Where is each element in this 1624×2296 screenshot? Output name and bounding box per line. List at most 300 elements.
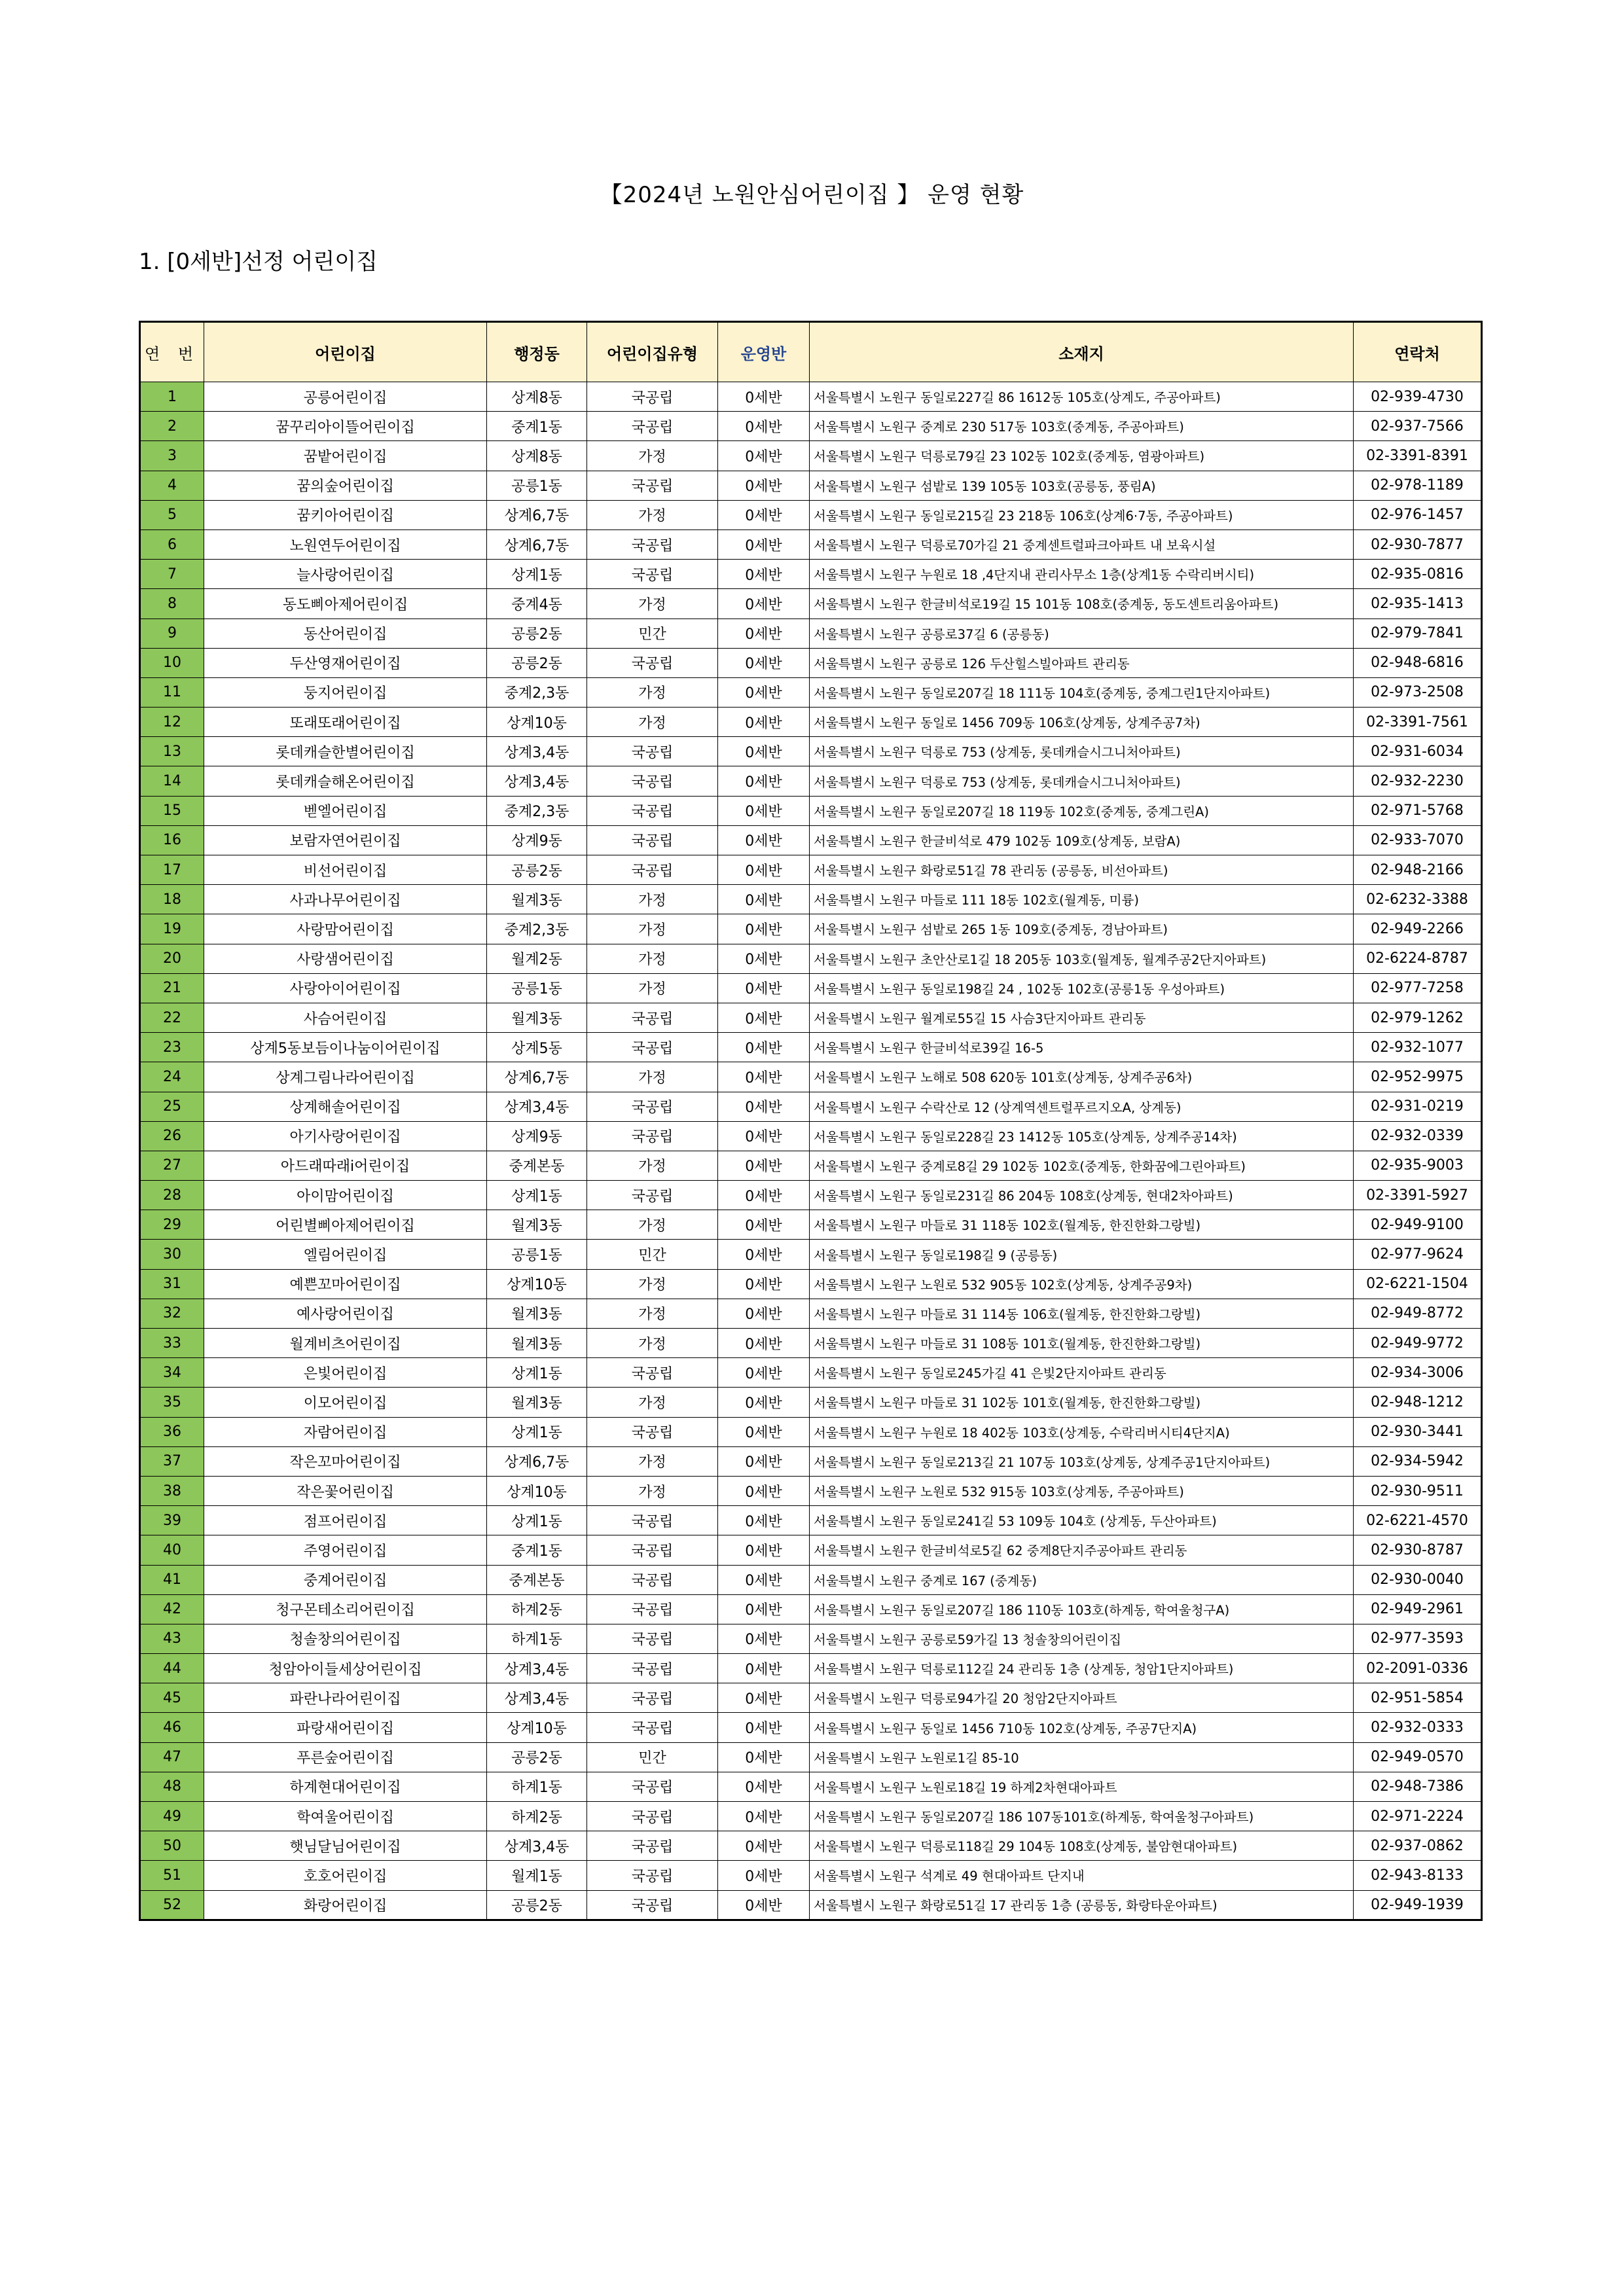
district: 상계3,4동 [487,737,587,766]
table-header-row [140,322,1482,382]
class-type: 0세반 [718,1062,810,1092]
district: 중계본동 [487,1565,587,1594]
daycare-type: 국공립 [587,1654,718,1683]
address: 서울특별시 노원구 누원로 18 ,4단지내 관리사무소 1층(상계1동 수락리버시티) [810,560,1354,589]
daycare-name: 꿈키아어린이집 [204,500,487,529]
class-type: 0세반 [718,619,810,648]
daycare-name: 사과나무어린이집 [204,885,487,914]
daycare-name: 푸른숲어린이집 [204,1742,487,1772]
district: 중계2,3동 [487,677,587,707]
daycare-name: 아드래따래i어린이집 [204,1151,487,1180]
district: 월계3동 [487,1388,587,1417]
address: 서울특별시 노원구 노원로18길 19 하계2차현대아파트 [810,1772,1354,1801]
header-address: 소재지 [810,322,1354,382]
row-number: 36 [140,1417,204,1446]
district: 상계10동 [487,1269,587,1299]
class-type: 0세반 [718,1535,810,1565]
phone-number: 02-930-8787 [1354,1535,1482,1565]
row-number: 32 [140,1299,204,1328]
district: 하계1동 [487,1624,587,1653]
table-row [140,1181,1482,1210]
address: 서울특별시 노원구 월계로55길 15 사슴3단지아파트 관리동 [810,1003,1354,1032]
row-number: 45 [140,1683,204,1713]
daycare-name: 작은꼬마어린이집 [204,1446,487,1476]
row-number: 3 [140,441,204,471]
row-number: 46 [140,1713,204,1742]
phone-number: 02-935-0816 [1354,560,1482,589]
phone-number: 02-932-2230 [1354,766,1482,796]
table-row [140,1151,1482,1180]
table-row [140,1594,1482,1624]
phone-number: 02-930-9511 [1354,1476,1482,1505]
row-number: 26 [140,1121,204,1151]
daycare-type: 가정 [587,1269,718,1299]
daycare-type: 국공립 [587,1565,718,1594]
daycare-type: 국공립 [587,766,718,796]
class-type: 0세반 [718,885,810,914]
table-row [140,1269,1482,1299]
daycare-name: 어린별삐아제어린이집 [204,1210,487,1240]
district: 월계3동 [487,1329,587,1358]
daycare-type: 가정 [587,1446,718,1476]
address: 서울특별시 노원구 마들로 31 118동 102호(월계동, 한진한화그랑빌) [810,1210,1354,1240]
daycare-name: 늘사랑어린이집 [204,560,487,589]
table-row [140,708,1482,737]
table-row [140,1446,1482,1476]
phone-number: 02-937-7566 [1354,412,1482,441]
phone-number: 02-932-0339 [1354,1121,1482,1151]
district: 상계6,7동 [487,529,587,559]
header-phone: 연락처 [1354,322,1482,382]
row-number: 37 [140,1446,204,1476]
district: 공릉2동 [487,1890,587,1920]
row-number: 4 [140,471,204,500]
district: 상계1동 [487,560,587,589]
phone-number: 02-971-5768 [1354,796,1482,825]
phone-number: 02-949-2961 [1354,1594,1482,1624]
daycare-type: 가정 [587,1210,718,1240]
daycare-name: 아이맘어린이집 [204,1181,487,1210]
phone-number: 02-931-0219 [1354,1092,1482,1121]
class-type: 0세반 [718,1329,810,1358]
row-number: 6 [140,529,204,559]
phone-number: 02-951-5854 [1354,1683,1482,1713]
district: 하계1동 [487,1772,587,1801]
daycare-type: 가정 [587,677,718,707]
class-type: 0세반 [718,1417,810,1446]
district: 상계6,7동 [487,1446,587,1476]
daycare-type: 가정 [587,708,718,737]
district: 상계3,4동 [487,1654,587,1683]
address: 서울특별시 노원구 동일로231길 86 204동 108호(상계동, 현대2차아파트) [810,1181,1354,1210]
address: 서울특별시 노원구 동일로198길 9 (공릉동) [810,1240,1354,1269]
district: 상계3,4동 [487,1831,587,1861]
class-type: 0세반 [718,1594,810,1624]
district: 월계2동 [487,944,587,973]
row-number: 38 [140,1476,204,1505]
district: 월계1동 [487,1861,587,1890]
daycare-name: 아기사랑어린이집 [204,1121,487,1151]
class-type: 0세반 [718,1210,810,1240]
daycare-name: 노원연두어린이집 [204,529,487,559]
daycare-type: 국공립 [587,1358,718,1388]
phone-number: 02-977-3593 [1354,1624,1482,1653]
daycare-type: 민간 [587,1742,718,1772]
table-row [140,1535,1482,1565]
phone-number: 02-937-0862 [1354,1831,1482,1861]
class-type: 0세반 [718,1654,810,1683]
phone-number: 02-2091-0336 [1354,1654,1482,1683]
row-number: 2 [140,412,204,441]
class-type: 0세반 [718,1003,810,1032]
district: 월계3동 [487,885,587,914]
daycare-type: 국공립 [587,1092,718,1121]
address: 서울특별시 노원구 초안산로1길 18 205동 103호(월계동, 월계주공2단지아파트) [810,944,1354,973]
class-type: 0세반 [718,1713,810,1742]
address: 서울특별시 노원구 마들로 31 102동 101호(월계동, 한진한화그랑빌) [810,1388,1354,1417]
address: 서울특별시 노원구 중계로8길 29 102동 102호(중계동, 한화꿈에그린아파트) [810,1151,1354,1180]
daycare-type: 국공립 [587,1683,718,1713]
class-type: 0세반 [718,1476,810,1505]
table-row [140,1299,1482,1328]
daycare-type: 국공립 [587,560,718,589]
class-type: 0세반 [718,1121,810,1151]
daycare-name: 예쁜꼬마어린이집 [204,1269,487,1299]
class-type: 0세반 [718,677,810,707]
class-type: 0세반 [718,1802,810,1831]
daycare-name: 공릉어린이집 [204,382,487,412]
table-row [140,885,1482,914]
phone-number: 02-978-1189 [1354,471,1482,500]
daycare-name: 하계현대어린이집 [204,1772,487,1801]
daycare-type: 민간 [587,619,718,648]
daycare-name: 두산영재어린이집 [204,648,487,677]
row-number: 29 [140,1210,204,1240]
district: 상계1동 [487,1417,587,1446]
row-number: 42 [140,1594,204,1624]
address: 서울특별시 노원구 동일로 1456 709동 106호(상계동, 상계주공7차) [810,708,1354,737]
table-row [140,382,1482,412]
class-type: 0세반 [718,1092,810,1121]
table-row [140,1683,1482,1713]
phone-number: 02-948-7386 [1354,1772,1482,1801]
daycare-name: 학여울어린이집 [204,1802,487,1831]
phone-number: 02-948-6816 [1354,648,1482,677]
daycare-type: 가정 [587,885,718,914]
row-number: 11 [140,677,204,707]
table-row [140,529,1482,559]
phone-number: 02-939-4730 [1354,382,1482,412]
daycare-name: 동산어린이집 [204,619,487,648]
row-number: 50 [140,1831,204,1861]
address: 서울특별시 노원구 덕릉로 753 (상계동, 롯데캐슬시그니처아파트) [810,737,1354,766]
table-row [140,441,1482,471]
phone-number: 02-949-9772 [1354,1329,1482,1358]
table-row [140,1092,1482,1121]
phone-number: 02-934-5942 [1354,1446,1482,1476]
daycare-name: 예사랑어린이집 [204,1299,487,1328]
daycare-name: 롯데캐슬한별어린이집 [204,737,487,766]
table-row [140,1654,1482,1683]
daycare-name: 청솔창의어린이집 [204,1624,487,1653]
daycare-name: 파랑새어린이집 [204,1713,487,1742]
daycare-type: 국공립 [587,1417,718,1446]
phone-number: 02-973-2508 [1354,677,1482,707]
district: 월계3동 [487,1210,587,1240]
daycare-name: 사랑샘어린이집 [204,944,487,973]
table-row [140,796,1482,825]
table-row [140,1742,1482,1772]
table-row [140,1417,1482,1446]
table-row [140,1861,1482,1890]
table-row [140,1240,1482,1269]
daycare-name: 둥지어린이집 [204,677,487,707]
phone-number: 02-949-1939 [1354,1890,1482,1920]
daycare-type: 가정 [587,973,718,1003]
daycare-name: 청구몬테소리어린이집 [204,1594,487,1624]
address: 서울특별시 노원구 동일로 1456 710동 102호(상계동, 주공7단지A) [810,1713,1354,1742]
class-type: 0세반 [718,1624,810,1653]
daycare-type: 가정 [587,914,718,944]
address: 서울특별시 노원구 한글비석로39길 16-5 [810,1033,1354,1062]
daycare-type: 국공립 [587,471,718,500]
class-type: 0세반 [718,1299,810,1328]
table-row [140,1506,1482,1535]
row-number: 27 [140,1151,204,1180]
class-type: 0세반 [718,708,810,737]
row-number: 34 [140,1358,204,1388]
daycare-type: 국공립 [587,529,718,559]
daycare-type: 국공립 [587,1713,718,1742]
district: 상계8동 [487,382,587,412]
class-type: 0세반 [718,796,810,825]
district: 상계10동 [487,1476,587,1505]
daycare-type: 국공립 [587,1772,718,1801]
row-number: 28 [140,1181,204,1210]
daycare-name: 파란나라어린이집 [204,1683,487,1713]
table-row [140,1565,1482,1594]
table-row [140,1476,1482,1505]
address: 서울특별시 노원구 동일로241길 53 109동 104호 (상계동, 두산아파트) [810,1506,1354,1535]
table-row [140,1003,1482,1032]
district: 상계10동 [487,1713,587,1742]
class-type: 0세반 [718,855,810,885]
table-row [140,677,1482,707]
table-row [140,1329,1482,1358]
table-row [140,1831,1482,1861]
table-row [140,1210,1482,1240]
address: 서울특별시 노원구 화랑로51길 17 관리동 1층 (공릉동, 화랑타운아파트) [810,1890,1354,1920]
address: 서울특별시 노원구 동일로207길 18 119동 102호(중계동, 중계그린A) [810,796,1354,825]
daycare-type: 국공립 [587,796,718,825]
row-number: 49 [140,1802,204,1831]
phone-number: 02-979-7841 [1354,619,1482,648]
daycare-name: 은빛어린이집 [204,1358,487,1388]
district: 공릉2동 [487,1742,587,1772]
row-number: 25 [140,1092,204,1121]
daycare-type: 가정 [587,441,718,471]
daycare-name: 상계5동보듬이나눔이어린이집 [204,1033,487,1062]
table-row [140,737,1482,766]
daycare-type: 국공립 [587,648,718,677]
table-row [140,1033,1482,1062]
phone-number: 02-6221-4570 [1354,1506,1482,1535]
district: 공릉2동 [487,648,587,677]
daycare-type: 국공립 [587,1121,718,1151]
address: 서울특별시 노원구 마들로 31 108동 101호(월계동, 한진한화그랑빌) [810,1329,1354,1358]
row-number: 40 [140,1535,204,1565]
row-number: 23 [140,1033,204,1062]
district: 상계1동 [487,1358,587,1388]
header-type: 어린이집유형 [587,322,718,382]
row-number: 22 [140,1003,204,1032]
address: 서울특별시 노원구 노해로 508 620동 101호(상계동, 상계주공6차) [810,1062,1354,1092]
row-number: 10 [140,648,204,677]
daycare-type: 가정 [587,1476,718,1505]
class-type: 0세반 [718,1506,810,1535]
daycare-type: 국공립 [587,412,718,441]
phone-number: 02-976-1457 [1354,500,1482,529]
row-number: 9 [140,619,204,648]
table-row [140,560,1482,589]
class-type: 0세반 [718,1683,810,1713]
daycare-type: 가정 [587,589,718,619]
address: 서울특별시 노원구 덕릉로118길 29 104동 108호(상계동, 불암현대아파트) [810,1831,1354,1861]
address: 서울특별시 노원구 덕릉로112길 24 관리동 1층 (상계동, 청암1단지아파트) [810,1654,1354,1683]
table-row [140,1713,1482,1742]
table-row [140,589,1482,619]
district: 중계2,3동 [487,914,587,944]
row-number: 33 [140,1329,204,1358]
daycare-type: 국공립 [587,1802,718,1831]
daycare-name: 햇님달님어린이집 [204,1831,487,1861]
address: 서울특별시 노원구 동일로215길 23 218동 106호(상계6·7동, 주공아파트) [810,500,1354,529]
phone-number: 02-3391-5927 [1354,1181,1482,1210]
header-district: 행정동 [487,322,587,382]
daycare-type: 국공립 [587,1890,718,1920]
class-type: 0세반 [718,914,810,944]
row-number: 8 [140,589,204,619]
row-number: 14 [140,766,204,796]
daycare-name: 또래또래어린이집 [204,708,487,737]
header-no: 연 번 [140,322,204,382]
class-type: 0세반 [718,382,810,412]
address: 서울특별시 노원구 마들로 31 114동 106호(월계동, 한진한화그랑빌) [810,1299,1354,1328]
class-type: 0세반 [718,1831,810,1861]
phone-number: 02-977-7258 [1354,973,1482,1003]
class-type: 0세반 [718,1742,810,1772]
address: 서울특별시 노원구 공릉로 126 두산힐스빌아파트 관리동 [810,648,1354,677]
daycare-type: 국공립 [587,1181,718,1210]
table-row [140,1802,1482,1831]
class-type: 0세반 [718,825,810,855]
table-row [140,1890,1482,1920]
daycare-name: 롯데캐슬해온어린이집 [204,766,487,796]
address: 서울특별시 노원구 노원로 532 905동 102호(상계동, 상계주공9차) [810,1269,1354,1299]
class-type: 0세반 [718,589,810,619]
district: 월계3동 [487,1003,587,1032]
district: 상계1동 [487,1181,587,1210]
row-number: 30 [140,1240,204,1269]
district: 상계10동 [487,708,587,737]
district: 월계3동 [487,1299,587,1328]
class-type: 0세반 [718,1269,810,1299]
class-type: 0세반 [718,1772,810,1801]
address: 서울특별시 노원구 동일로227길 86 1612동 105호(상계도, 주공아파트) [810,382,1354,412]
row-number: 12 [140,708,204,737]
district: 공릉1동 [487,471,587,500]
phone-number: 02-979-1262 [1354,1003,1482,1032]
row-number: 48 [140,1772,204,1801]
daycare-name: 화랑어린이집 [204,1890,487,1920]
class-type: 0세반 [718,500,810,529]
district: 상계6,7동 [487,1062,587,1092]
district: 하계2동 [487,1802,587,1831]
daycare-type: 가정 [587,1299,718,1328]
address: 서울특별시 노원구 동일로213길 21 107동 103호(상계동, 상계주공1단지아파트) [810,1446,1354,1476]
address: 서울특별시 노원구 덕릉로94가길 20 청암2단지아파트 [810,1683,1354,1713]
class-type: 0세반 [718,1033,810,1062]
phone-number: 02-952-9975 [1354,1062,1482,1092]
row-number: 7 [140,560,204,589]
district: 공릉1동 [487,973,587,1003]
table-row [140,855,1482,885]
phone-number: 02-930-0040 [1354,1565,1482,1594]
district: 상계9동 [487,825,587,855]
daycare-name: 호호어린이집 [204,1861,487,1890]
phone-number: 02-948-1212 [1354,1388,1482,1417]
address: 서울특별시 노원구 화랑로51길 78 관리동 (공릉동, 비선아파트) [810,855,1354,885]
address: 서울특별시 노원구 한글비석로 479 102동 109호(상계동, 보람A) [810,825,1354,855]
row-number: 19 [140,914,204,944]
daycare-name: 동도삐아제어린이집 [204,589,487,619]
table-row [140,1062,1482,1092]
table-row [140,1772,1482,1801]
district: 상계8동 [487,441,587,471]
header-class: 운영반 [718,322,810,382]
address: 서울특별시 노원구 섬밭로 139 105동 103호(공릉동, 풍림A) [810,471,1354,500]
class-type: 0세반 [718,973,810,1003]
phone-number: 02-933-7070 [1354,825,1482,855]
district: 중계1동 [487,1535,587,1565]
table-row [140,412,1482,441]
daycare-name: 작은꽃어린이집 [204,1476,487,1505]
daycare-type: 민간 [587,1240,718,1269]
table-row [140,766,1482,796]
phone-number: 02-3391-7561 [1354,708,1482,737]
daycare-type: 가정 [587,1151,718,1180]
daycare-type: 국공립 [587,1861,718,1890]
daycare-type: 국공립 [587,1506,718,1535]
table-body [140,382,1482,1920]
daycare-name: 상계그림나라어린이집 [204,1062,487,1092]
table-row [140,619,1482,648]
district: 공릉1동 [487,1240,587,1269]
row-number: 44 [140,1654,204,1683]
daycare-name: 사랑맘어린이집 [204,914,487,944]
phone-number: 02-931-6034 [1354,737,1482,766]
table-row [140,914,1482,944]
header-name: 어린이집 [204,322,487,382]
daycare-name: 보람자연어린이집 [204,825,487,855]
row-number: 21 [140,973,204,1003]
daycare-name: 월계비츠어린이집 [204,1329,487,1358]
class-type: 0세반 [718,1446,810,1476]
address: 서울특별시 노원구 덕릉로79길 23 102동 102호(중계동, 염광아파트) [810,441,1354,471]
table-row [140,648,1482,677]
daycare-type: 국공립 [587,1033,718,1062]
address: 서울특별시 노원구 중계로 230 517동 103호(중계동, 주공아파트) [810,412,1354,441]
